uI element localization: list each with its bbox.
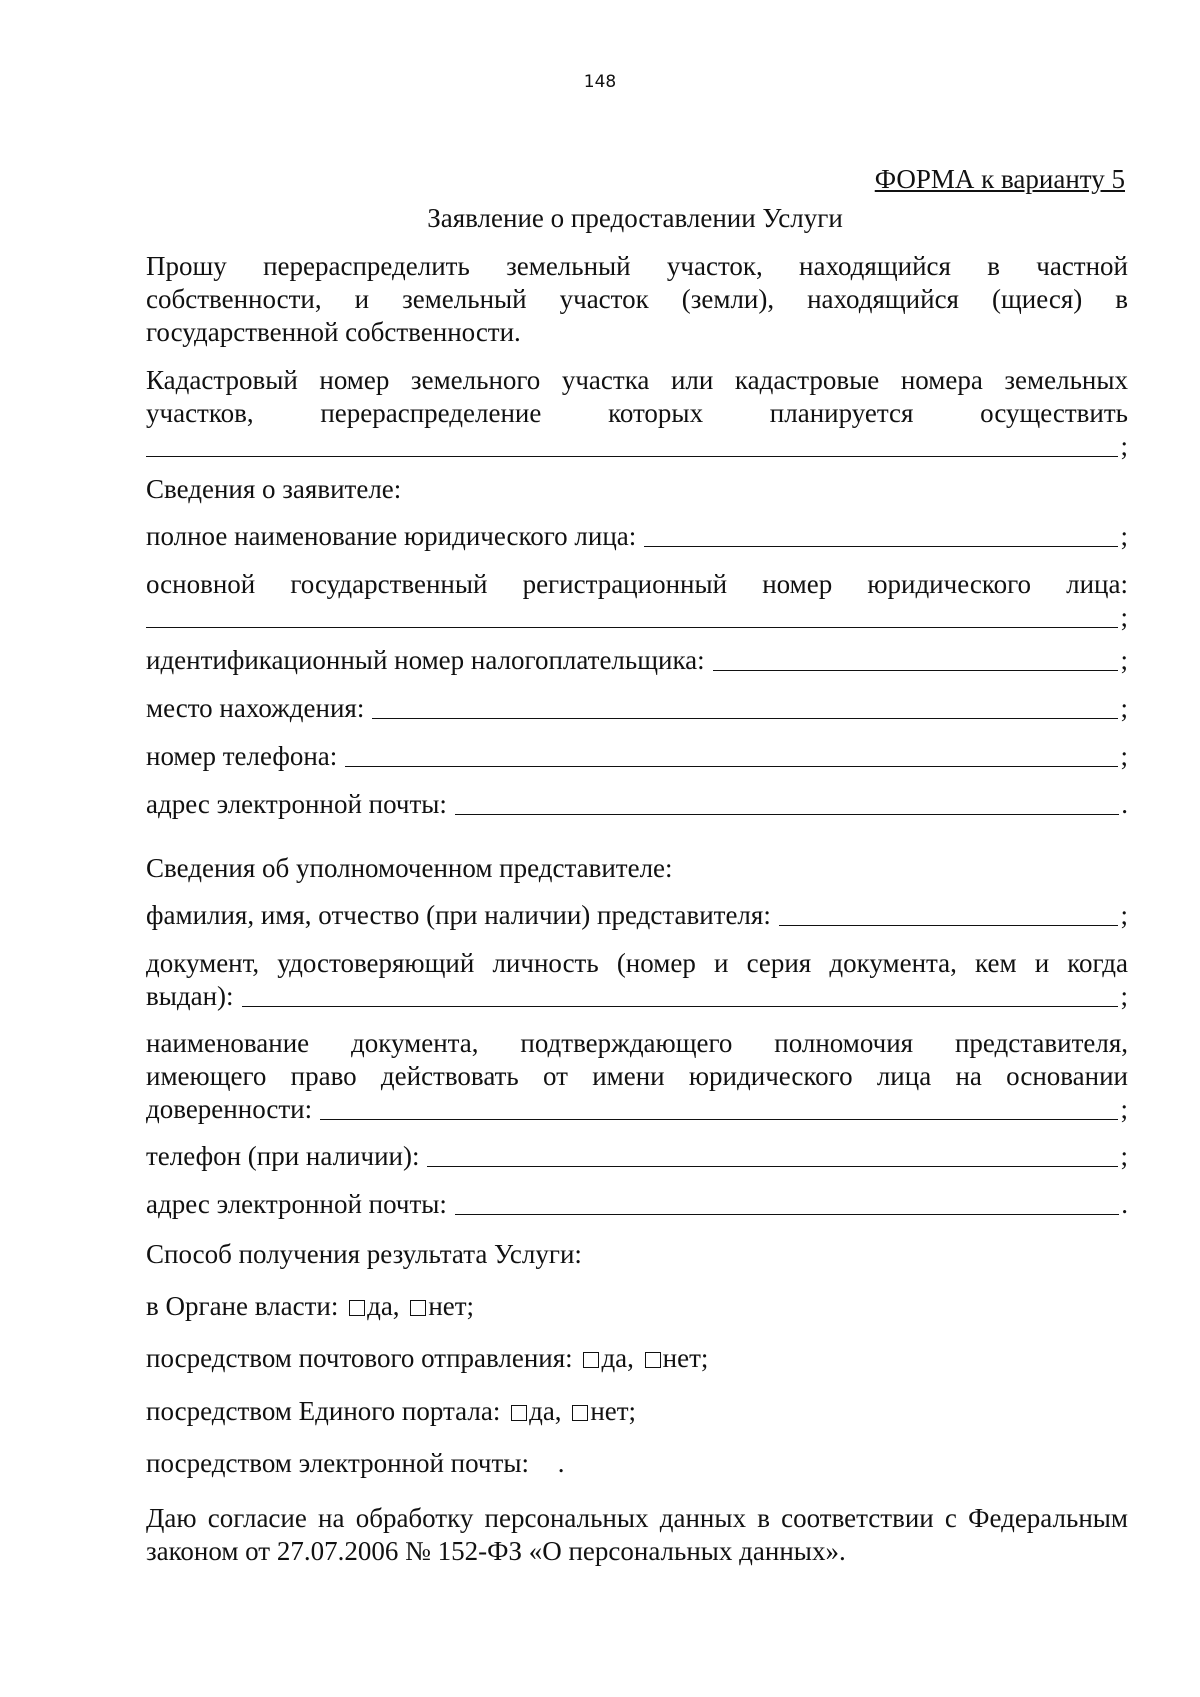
location-label: место нахождения:	[146, 693, 365, 723]
field-terminator: ;	[1120, 602, 1128, 632]
delivery-post-no-checkbox[interactable]	[645, 1352, 661, 1368]
cadastral-line-2: участков, перераспределение которых планируется осуществить	[146, 398, 1128, 428]
delivery-portal-row	[146, 1395, 1128, 1428]
request-line-2: собственности, и земельный участок (земли), находящийся (щиеся) в	[146, 284, 1128, 314]
delivery-post-no-label: нет;	[662, 1343, 709, 1373]
delivery-email-row	[146, 1447, 1128, 1480]
field-terminator: ;	[1120, 900, 1128, 930]
delivery-authority-row	[146, 1290, 1128, 1323]
authority-label-line-2: имеющего право действовать от имени юридического лица на основании	[146, 1061, 1128, 1091]
field-terminator: ;	[1120, 645, 1128, 675]
legal-entity-name-field[interactable]	[644, 523, 1118, 547]
phone-row	[146, 740, 1128, 773]
authority-label-line-1: наименование документа, подтверждающего полномочия представителя,	[146, 1028, 1128, 1058]
delivery-email-label: посредством электронной почты:	[146, 1448, 529, 1478]
delivery-portal-no-checkbox[interactable]	[572, 1405, 588, 1421]
consent-line-1: Даю согласие на обработку персональных данных в соответствии с Федеральным	[146, 1503, 1128, 1533]
representative-fio-field[interactable]	[779, 902, 1119, 926]
inn-field[interactable]	[713, 647, 1119, 671]
delivery-email-terminator: .	[557, 1448, 565, 1478]
representative-fio-label: фамилия, имя, отчество (при наличии) представителя:	[146, 900, 771, 930]
request-paragraph	[146, 250, 1128, 349]
phone-label: номер телефона:	[146, 741, 338, 771]
location-row	[146, 692, 1128, 725]
delivery-authority-yes-label: да,	[367, 1291, 400, 1321]
field-terminator: ;	[1120, 741, 1128, 771]
delivery-post-label: посредством почтового отправления:	[146, 1343, 573, 1373]
field-terminator: ;	[1120, 1094, 1128, 1124]
ogrn-label: основной государственный регистрационный номер юридического лица:	[146, 569, 1128, 599]
email-row	[146, 788, 1128, 821]
legal-entity-name-row	[146, 520, 1128, 553]
id-document-field[interactable]	[242, 983, 1119, 1007]
representative-phone-row	[146, 1140, 1128, 1173]
representative-email-field[interactable]	[455, 1191, 1119, 1215]
delivery-portal-yes-checkbox[interactable]	[511, 1405, 527, 1421]
representative-heading: Сведения об уполномоченном представителе:	[146, 853, 673, 883]
delivery-post-yes-checkbox[interactable]	[583, 1352, 599, 1368]
cadastral-paragraph	[146, 364, 1128, 463]
delivery-portal-label: посредством Единого портала:	[146, 1396, 501, 1426]
authority-document-field[interactable]	[320, 1096, 1118, 1120]
email-field[interactable]	[455, 791, 1119, 815]
id-document-block	[146, 947, 1128, 1013]
location-field[interactable]	[372, 695, 1118, 719]
request-line-1: Прошу перераспределить земельный участок, находящийся в частной	[146, 251, 1128, 281]
delivery-authority-label: в Органе власти:	[146, 1291, 339, 1321]
representative-email-row	[146, 1188, 1128, 1221]
delivery-heading: Способ получения результата Услуги:	[146, 1239, 582, 1269]
applicant-heading: Сведения о заявителе:	[146, 474, 402, 504]
delivery-post-row	[146, 1342, 1128, 1375]
field-terminator: .	[1121, 1189, 1128, 1219]
id-document-field-row	[146, 980, 1128, 1013]
ogrn-block	[146, 568, 1128, 634]
inn-label: идентификационный номер налогоплательщика:	[146, 645, 705, 675]
authority-document-block	[146, 1027, 1128, 1126]
ogrn-field-row	[146, 601, 1128, 634]
delivery-portal-no-label: нет;	[590, 1396, 637, 1426]
delivery-authority-no-label: нет;	[428, 1291, 475, 1321]
form-reference: ФОРМА к варианту 5	[874, 164, 1125, 194]
field-terminator: ;	[1120, 521, 1128, 551]
phone-field[interactable]	[345, 743, 1118, 767]
request-line-3: государственной собственности.	[146, 317, 521, 347]
inn-row	[146, 644, 1128, 677]
field-terminator: ;	[1120, 1141, 1128, 1171]
consent-line-2: законом от 27.07.2006 № 152-ФЗ «О персональных данных».	[146, 1536, 846, 1566]
id-document-label-line-1: документ, удостоверяющий личность (номер и серия документа, кем и когда	[146, 948, 1128, 978]
delivery-portal-yes-label: да,	[529, 1396, 562, 1426]
representative-phone-label: телефон (при наличии):	[146, 1141, 420, 1171]
consent-paragraph	[146, 1502, 1128, 1568]
cadastral-line-1: Кадастровый номер земельного участка или кадастровые номера земельных	[146, 365, 1128, 395]
page-number: 148	[583, 72, 617, 92]
cadastral-field-row	[146, 430, 1128, 463]
representative-email-label: адрес электронной почты:	[146, 1189, 447, 1219]
authority-field-row	[146, 1093, 1128, 1126]
field-terminator: ;	[1120, 693, 1128, 723]
representative-phone-field[interactable]	[427, 1143, 1118, 1167]
email-label: адрес электронной почты:	[146, 789, 447, 819]
delivery-authority-no-checkbox[interactable]	[410, 1300, 426, 1316]
delivery-post-yes-label: да,	[601, 1343, 634, 1373]
id-document-label-line-2: выдан):	[146, 981, 234, 1011]
field-terminator: .	[1121, 789, 1128, 819]
legal-entity-name-label: полное наименование юридического лица:	[146, 521, 637, 551]
cadastral-number-field[interactable]	[146, 433, 1118, 457]
field-terminator: ;	[1120, 981, 1128, 1011]
field-terminator: ;	[1120, 431, 1128, 461]
representative-fio-row	[146, 899, 1128, 932]
ogrn-field[interactable]	[146, 604, 1118, 628]
authority-label-line-3: доверенности:	[146, 1094, 313, 1124]
delivery-authority-yes-checkbox[interactable]	[349, 1300, 365, 1316]
document-title: Заявление о предоставлении Услуги	[427, 203, 843, 233]
